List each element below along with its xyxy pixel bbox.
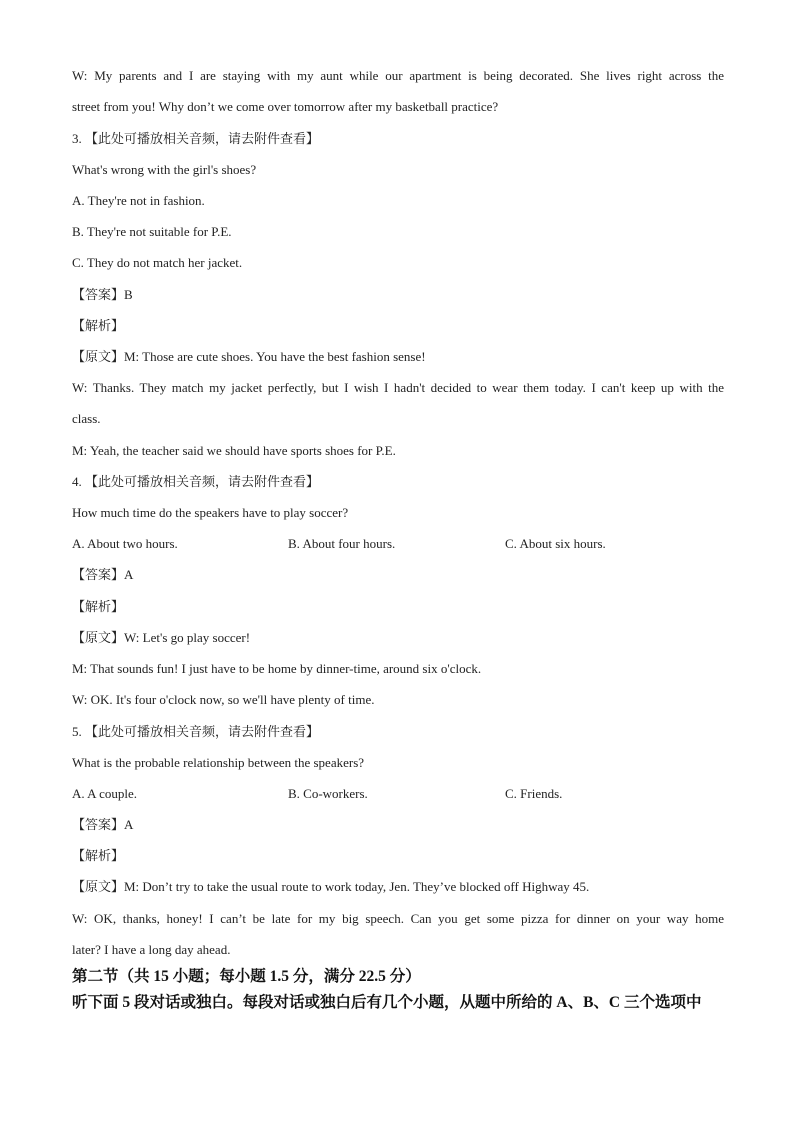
q3-question: What's wrong with the girl's shoes?: [72, 162, 257, 177]
q3-header: 3. 【此处可播放相关音频，请去附件查看】: [72, 131, 320, 146]
q3-option-c: C. They do not match her jacket.: [72, 255, 243, 270]
q4-transcript-2: M: That sounds fun! I just have to be home by dinner-time, around six o'clock.: [72, 661, 482, 676]
intro-line-1: W: My parents and I are staying with my aunt while our apartment is being decorated. She lives right across the: [72, 68, 724, 83]
q5-transcript-2: W: OK, thanks, honey! I can’t be late for my big speech. Can you get some pizza for dinner on your way home: [72, 911, 724, 926]
q3-option-a: A. They're not in fashion.: [72, 193, 205, 208]
q3-transcript-4: M: Yeah, the teacher said we should have sports shoes for P.E.: [72, 443, 396, 458]
q5-transcript-1: 【原文】M: Don’t try to take the usual route to work today, Jen. They’ve blocked off Highway 45.: [72, 879, 590, 894]
q4-transcript-1: 【原文】W: Let's go play soccer!: [72, 630, 251, 645]
q3-transcript-1: 【原文】M: Those are cute shoes. You have the best fashion sense!: [72, 349, 426, 364]
q5-header: 5. 【此处可播放相关音频，请去附件查看】: [72, 724, 320, 739]
q4-transcript-3: W: OK. It's four o'clock now, so we'll have plenty of time.: [72, 692, 375, 707]
section-instruction: 听下面 5 段对话或独白。每段对话或独白后有几个小题，从题中所给的 A、B、C 三个选项中: [72, 994, 702, 1011]
q4-answer: 【答案】A: [72, 567, 134, 582]
q3-option-b: B. They're not suitable for P.E.: [72, 224, 232, 239]
q3-answer: 【答案】B: [72, 287, 133, 302]
q4-option-a: A. About two hours.: [72, 536, 178, 551]
q4-option-c: C. About six hours.: [505, 536, 606, 551]
q5-option-a: A. A couple.: [72, 786, 137, 801]
q5-question: What is the probable relationship between the speakers?: [72, 755, 365, 770]
q4-option-b: B. About four hours.: [288, 536, 396, 551]
q3-analysis: 【解析】: [72, 318, 125, 333]
section-title: 第二节（共 15 小题；每小题 1.5 分，满分 22.5 分）: [72, 968, 421, 985]
q5-option-c: C. Friends.: [505, 786, 563, 801]
q4-question: How much time do the speakers have to play soccer?: [72, 505, 349, 520]
q3-transcript-2: W: Thanks. They match my jacket perfectly, but I wish I hadn't decided to wear them today. I can't keep up with the: [72, 380, 724, 395]
q3-transcript-3: class.: [72, 411, 101, 426]
q4-header: 4. 【此处可播放相关音频，请去附件查看】: [72, 474, 320, 489]
q4-analysis: 【解析】: [72, 599, 125, 614]
intro-line-2: street from you! Why don’t we come over tomorrow after my basketball practice?: [72, 99, 499, 114]
q5-answer: 【答案】A: [72, 817, 134, 832]
q5-transcript-3: later? I have a long day ahead.: [72, 942, 231, 957]
q5-analysis: 【解析】: [72, 848, 125, 863]
q5-option-b: B. Co-workers.: [288, 786, 368, 801]
